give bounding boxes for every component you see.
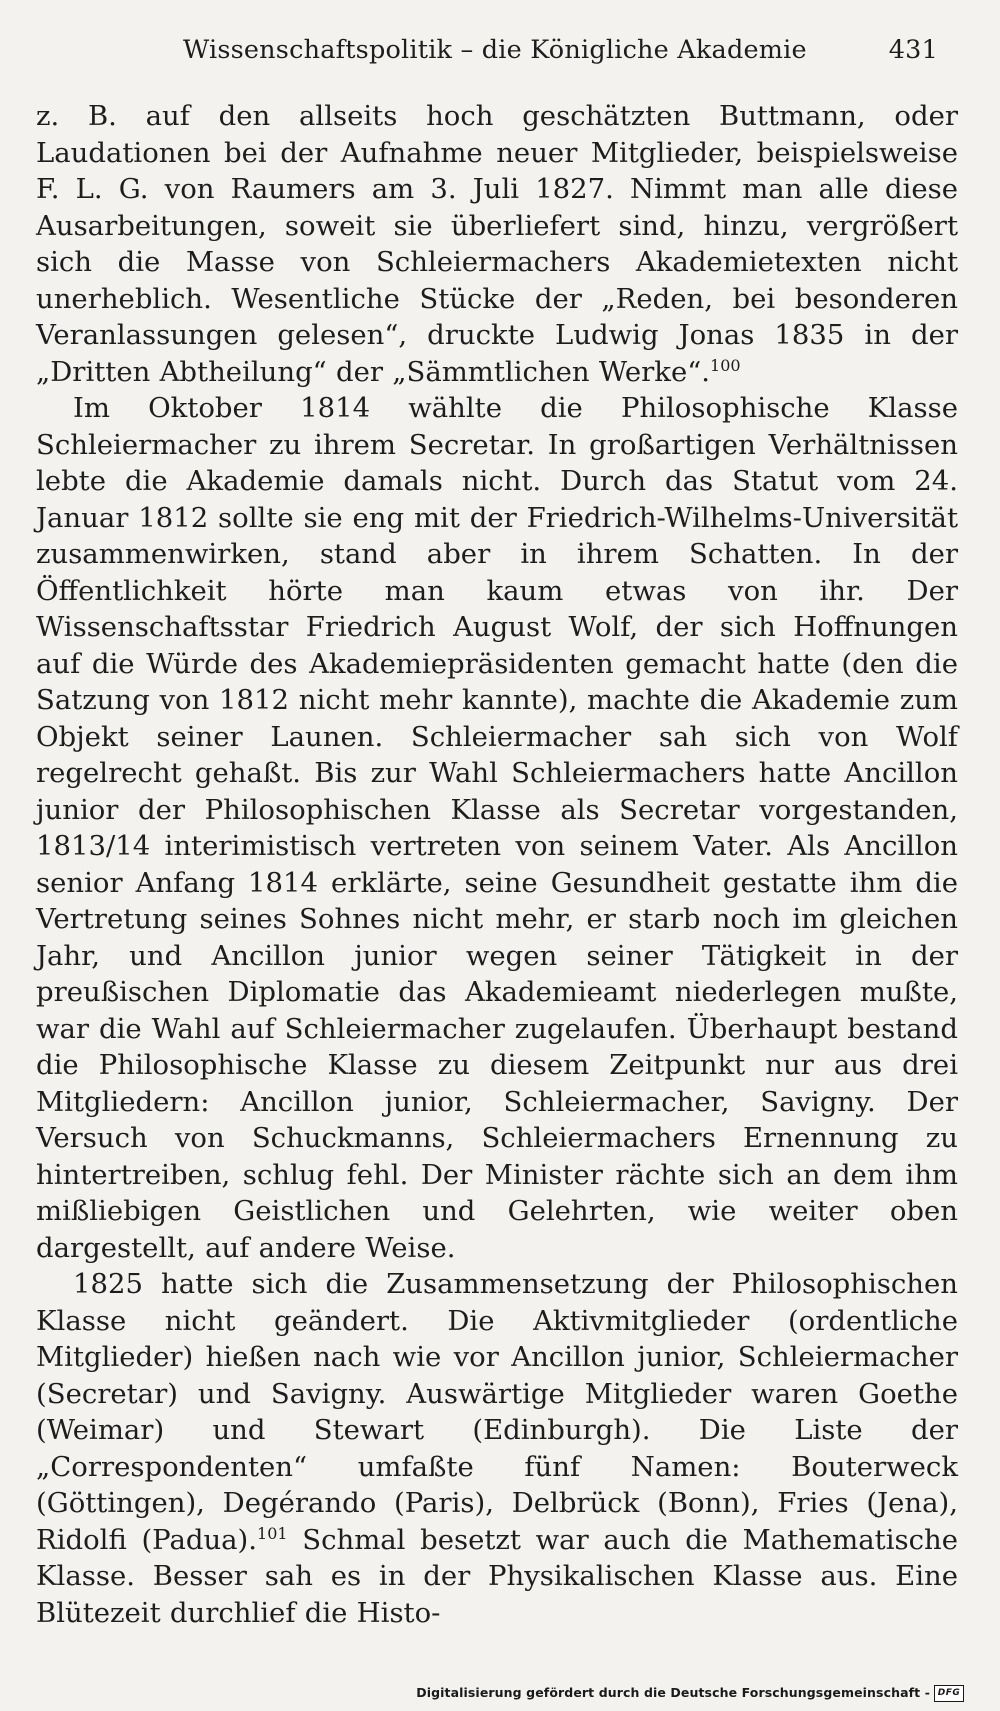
credit-text: Digitalisierung gefördert durch die Deutsche Forschungsgemeinschaft -	[416, 1685, 930, 1700]
paragraph-1-text: z. B. auf den allseits hoch geschätzten Buttmann, oder Laudationen bei der Aufnahme neuer Mitglieder, beispielsweise F. L. G. von Raumers am 3. Juli 1827. Nimmt man alle diese Ausarbeitungen, soweit sie überliefert sind, hinzu, vergrößert sich die Masse von Schleiermachers Akademietexten nicht unerheblich. Wesentliche Stücke der „Reden, bei besonderen Veranlassungen gelesen“, druckte Ludwig Jonas 1835 in der „Dritten Abtheilung“ der „Sämmtlichen Werke“.	[36, 100, 958, 388]
running-header	[183, 30, 938, 70]
paragraph-3-text-part1: 1825 hatte sich die Zusammensetzung der Philosophischen Klasse nicht geändert. Die Aktivmitglieder (ordentliche Mitglieder) hießen nach wie vor Ancillon junior, Schleiermacher (Secretar) und Savigny. Auswärtige Mitglieder waren Goethe (Weimar) und Stewart (Edinburgh). Die Liste der „Correspondenten“ umfaßte fünf Namen: Bouterweck (Göttingen), Degérando (Paris), Delbrück (Bonn), Fries (Jena), Ridolfi (Padua).	[36, 1268, 958, 1556]
footnote-ref-100[interactable]: 100	[710, 355, 741, 375]
dfg-logo-icon: DFG	[934, 1685, 964, 1702]
paragraph-2-text: Im Oktober 1814 wählte die Philosophische Klasse Schleiermacher zu ihrem Secretar. In großartigen Verhältnissen lebte die Akademie damals nicht. Durch das Statut vom 24. Januar 1812 sollte sie eng mit der Friedrich-Wilhelms-Universität zusammenwirken, stand aber in ihrem Schatten. In der Öffentlichkeit hörte man kaum etwas von ihr. Der Wissenschaftsstar Friedrich August Wolf, der sich Hoffnungen auf die Würde des Akademiepräsidenten gemacht hatte (den die Satzung von 1812 nicht mehr kannte), machte die Akademie zum Objekt seiner Launen. Schleiermacher sah sich von Wolf regelrecht gehaßt. Bis zur Wahl Schleiermachers hatte Ancillon junior der Philosophischen Klasse als Secretar vorgestanden, 1813/14 interimistisch vertreten von seinem Vater. Als Ancillon senior Anfang 1814 erklärte, seine Gesundheit gestatte ihm die Vertretung seines Sohnes nicht mehr, er starb noch im gleichen Jahr, und Ancillon junior wegen seiner Tätigkeit in der preußischen Diplomatie das Akademieamt niederlegen mußte, war die Wahl auf Schleiermacher zugelaufen. Überhaupt bestand die Philosophische Klasse zu diesem Zeitpunkt nur aus drei Mitgliedern: Ancillon junior, Schleiermacher, Savigny. Der Versuch von Schuckmanns, Schleiermachers Ernennung zu hintertreiben, schlug fehl. Der Minister rächte sich an dem ihm mißliebigen Geistlichen und Gelehrten, wie weiter oben dargestellt, auf andere Weise.	[36, 392, 958, 1264]
header-title: Wissenschaftspolitik – die Königliche Akademie	[183, 35, 807, 65]
paragraph-3-text-part2: Schmal besetzt war auch die Mathematische Klasse. Besser sah es in der Physikalischen Klasse aus. Eine Blütezeit durchlief die Histo-	[36, 1523, 958, 1629]
digitization-credit	[416, 1682, 964, 1704]
page-number: 431	[888, 35, 938, 65]
footnote-ref-101[interactable]: 101	[257, 1523, 288, 1543]
paragraph-1	[36, 98, 958, 390]
body-text	[36, 98, 958, 1631]
paragraph-2	[36, 390, 958, 1266]
paragraph-3	[36, 1266, 958, 1631]
